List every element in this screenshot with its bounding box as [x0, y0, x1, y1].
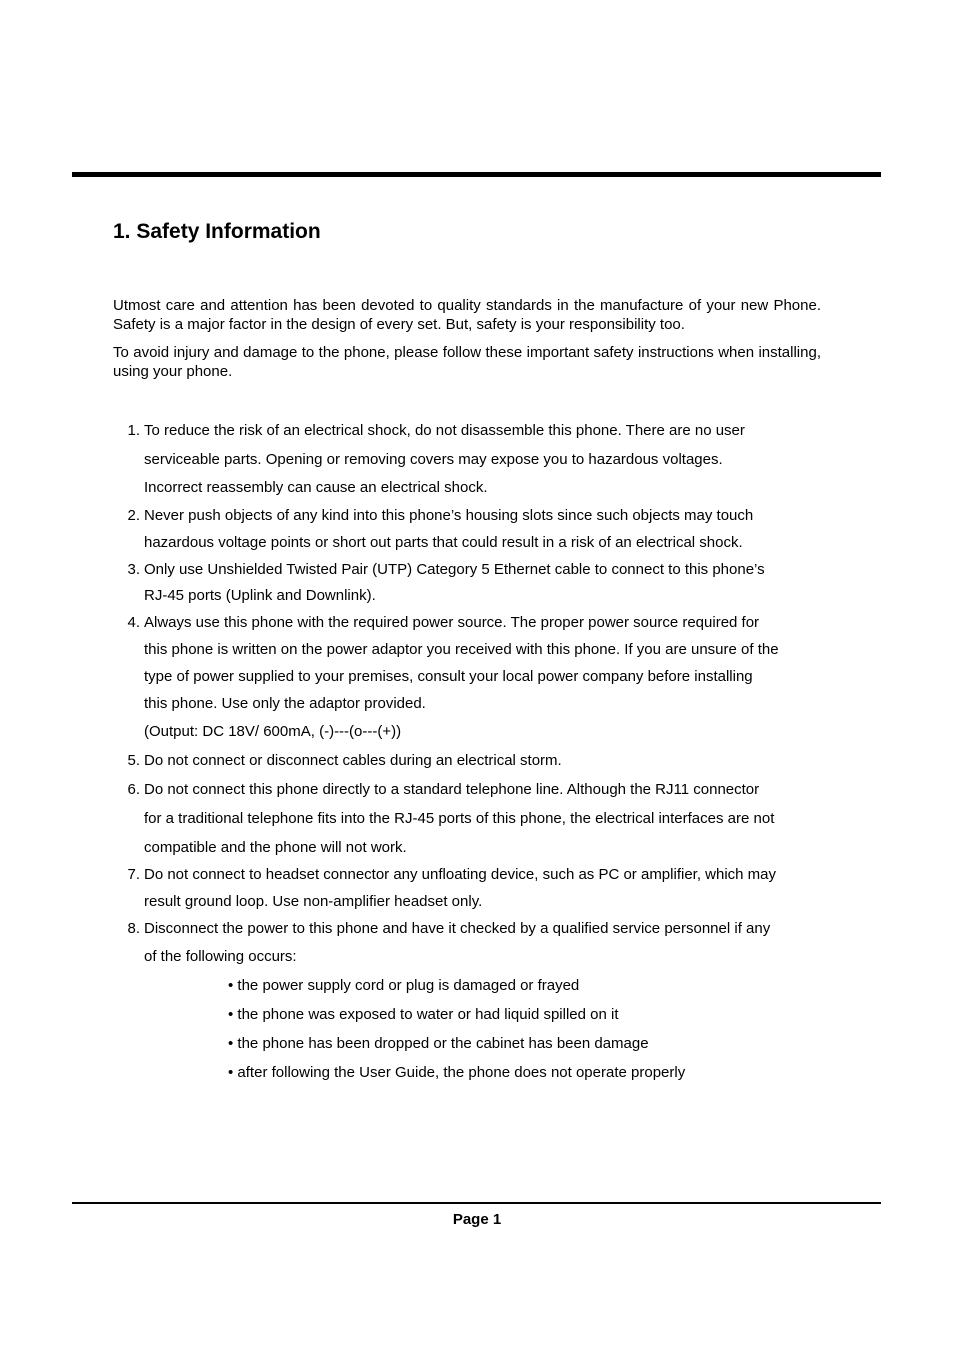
list-item-line: compatible and the phone will not work.: [144, 839, 407, 856]
list-item-line: for a traditional telephone fits into the RJ-45 ports of this phone, the electrical interfaces are not: [144, 810, 775, 827]
list-item-line: Do not connect this phone directly to a standard telephone line. Although the RJ11 connector: [144, 781, 760, 798]
list-item-line: (Output: DC 18V/ 600mA, (-)---(o---(+)): [144, 723, 402, 740]
bullet-item: • after following the User Guide, the phone does not operate properly: [228, 1064, 686, 1081]
bullet-item: • the phone has been dropped or the cabinet has been damage: [228, 1035, 649, 1052]
list-item-line: serviceable parts. Opening or removing covers may expose you to hazardous voltages.: [144, 451, 723, 468]
bullet-item: • the phone was exposed to water or had liquid spilled on it: [228, 1006, 619, 1023]
list-item-line: RJ-45 ports (Uplink and Downlink).: [144, 587, 376, 604]
list-item-number: 3.: [127, 561, 140, 578]
list-item-number: 4.: [127, 614, 140, 631]
list-item-number: 5.: [127, 752, 140, 769]
list-item-line: Always use this phone with the required power source. The proper power source required for: [144, 614, 760, 631]
list-item-line: type of power supplied to your premises, consult your local power company before installing: [144, 668, 753, 685]
list-item-line: this phone is written on the power adaptor you received with this phone. If you are unsure of the: [144, 641, 779, 658]
list-item-number: 6.: [127, 781, 140, 798]
list-item-number: 7.: [127, 866, 140, 883]
list-item-line: Disconnect the power to this phone and have it checked by a qualified service personnel if any: [144, 920, 771, 937]
page-number: Page 1: [452, 1211, 502, 1228]
list-item-line: To reduce the risk of an electrical shock, do not disassemble this phone. There are no user: [144, 422, 745, 439]
intro-paragraph: Utmost care and attention has been devoted to quality standards in the manufacture of your new Phone. Safety is a major factor in the design of every set. But, safety is your responsibility too.: [113, 297, 821, 333]
bullet-item: • the power supply cord or plug is damaged or frayed: [228, 977, 580, 994]
list-item-line: of the following occurs:: [144, 948, 297, 965]
list-item-line: Incorrect reassembly can cause an electrical shock.: [144, 479, 488, 496]
list-item-number: 1.: [127, 422, 140, 439]
list-item-line: Never push objects of any kind into this phone’s housing slots since such objects may touch: [144, 507, 754, 524]
list-item-line: Do not connect to headset connector any unfloating device, such as PC or amplifier, which may: [144, 866, 777, 883]
list-item-number: 8.: [127, 920, 140, 937]
intro-paragraph: To avoid injury and damage to the phone, please follow these important safety instructions when installing, using your phone.: [113, 344, 821, 380]
footer-rule: [72, 1202, 881, 1204]
list-item-line: this phone. Use only the adaptor provided.: [144, 695, 426, 712]
list-item-line: Do not connect or disconnect cables during an electrical storm.: [144, 752, 562, 769]
list-item-line: result ground loop. Use non-amplifier headset only.: [144, 893, 483, 910]
list-item-line: hazardous voltage points or short out parts that could result in a risk of an electrical shock.: [144, 534, 743, 551]
section-title: 1. Safety Information: [113, 220, 321, 243]
list-item-number: 2.: [127, 507, 140, 524]
list-item-line: Only use Unshielded Twisted Pair (UTP) Category 5 Ethernet cable to connect to this phone’s: [144, 561, 765, 578]
